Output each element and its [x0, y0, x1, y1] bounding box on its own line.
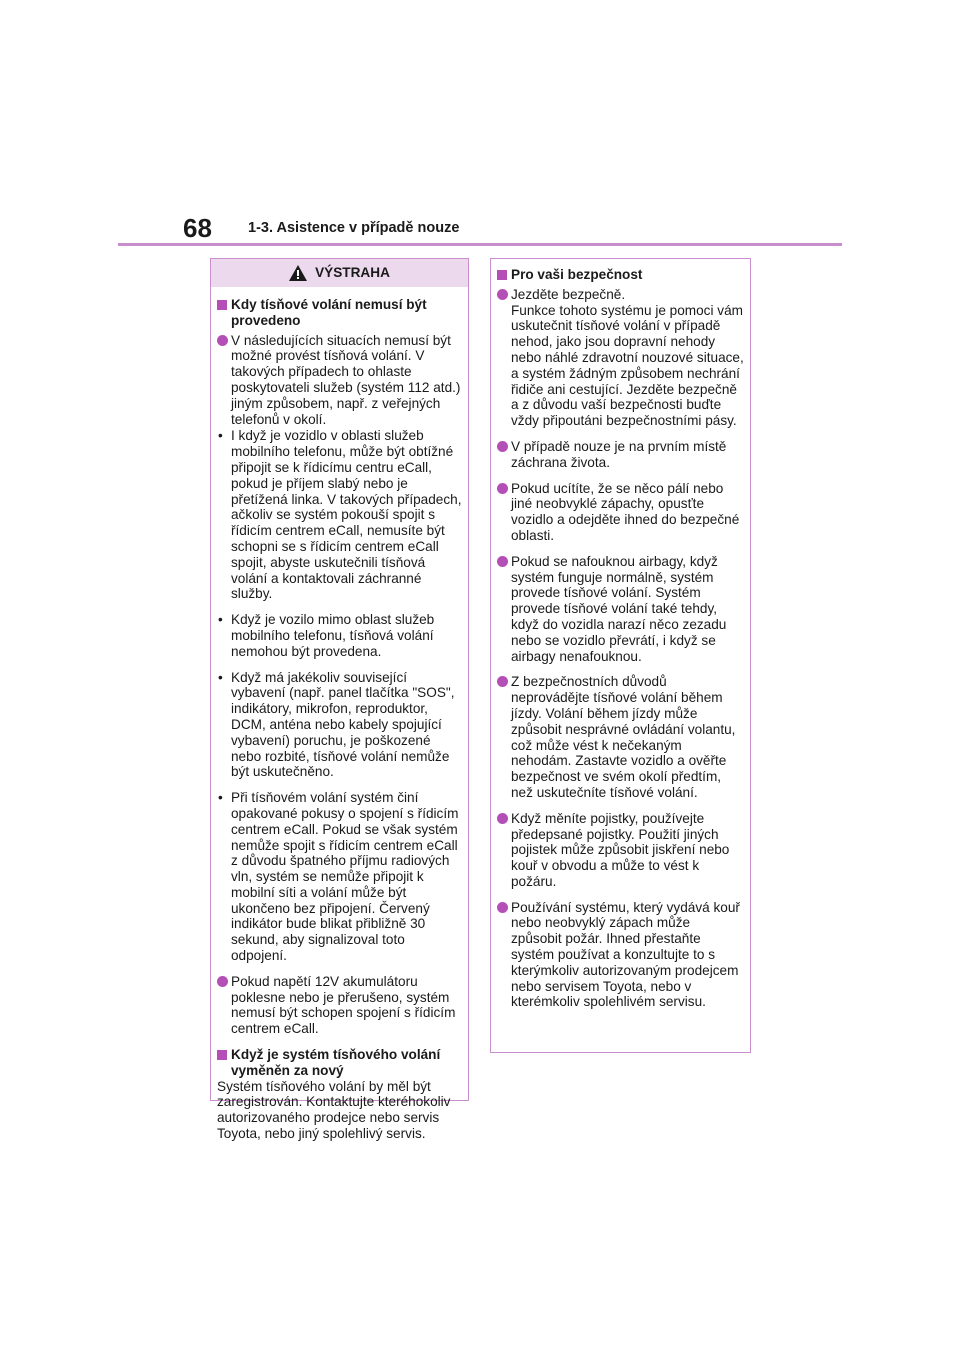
dot-bullet-icon	[497, 289, 508, 300]
dot-bullet-icon	[497, 483, 508, 494]
warning-paragraph: Systém tísňového volání by měl být zaregistrován. Kontaktujte kteréhokoliv autorizovaného prodejce nebo servis Toyota, nebo jiný spolehlivý servis.	[217, 1078, 451, 1142]
warning-header	[211, 259, 468, 287]
dot-bullet-icon	[497, 441, 508, 452]
safety-item: Pokud ucítíte, že se něco pálí nebo jiné neobvyklé zápachy, opusťte vozidlo a odejděte ihned do bezpečné oblasti.	[497, 481, 744, 544]
dot-bullet-icon	[217, 976, 228, 987]
dot-bullet-icon	[497, 902, 508, 913]
safety-item: V případě nouze je na prvním místě záchrana života.	[497, 439, 744, 471]
header-divider	[118, 243, 842, 246]
dot-bullet-icon	[497, 813, 508, 824]
square-bullet-icon	[497, 270, 507, 280]
warning-subitem: • Když má jakékoliv související vybavení (např. panel tlačítka "SOS", indikátory, mikrofon, reproduktor, DCM, anténa nebo kabely spojující vybavení) poruchu, je poškozené nebo rozbité, tísňové volání nemůže být uskutečněno.	[218, 669, 455, 780]
dot-bullet-icon	[497, 556, 508, 567]
safety-item: Jezděte bezpečně. Funkce tohoto systému je pomoci vám uskutečnit tísňové volání v případě nehod, jako jsou dopravní nehody nebo náhlé zdravotní nouzové situace, a systém žádným způsobem nechrání řidiče ani cestující. Jezděte bezpečně a z důvodu vaší bezpečnosti buďte vždy připoutáni bezpečnostními pásy.	[497, 287, 744, 429]
page-number: 68	[183, 213, 212, 243]
safety-heading: Pro vaši bezpečnost	[497, 267, 744, 283]
warning-box	[210, 258, 469, 1142]
warning-heading-1: Kdy tísňové volání nemusí být provedeno	[217, 297, 462, 329]
warning-triangle-icon	[289, 265, 307, 281]
safety-item: Pokud se nafouknou airbagy, když systém funguje normálně, systém provede tísňové volání. Systém provede tísňové volání také tehdy, když do vozidla narazí něco zezadu nebo se vozidlo převrátí, i když se airbagy nenafouknou.	[497, 554, 744, 665]
warning-item: V následujících situacích nemusí být možné provést tísňová volání. V takových případech to ohlaste poskytovateli služeb (systém 112 atd.) jiným způsobem, např. z veřejných telefonů v okolí.	[217, 333, 462, 428]
warning-heading-2: Když je systém tísňového volání vyměněn za nový	[217, 1047, 462, 1079]
warning-item: Pokud napětí 12V akumulátoru poklesne nebo je přerušeno, systém nemusí být schopen spojení s řídicím centrem eCall.	[217, 974, 462, 1037]
warning-subitem: • Když je vozilo mimo oblast služeb mobilního telefonu, tísňová volání nemohou být provedena.	[218, 612, 435, 659]
square-bullet-icon	[217, 300, 227, 310]
safety-box	[490, 258, 751, 1053]
square-bullet-icon	[217, 1050, 227, 1060]
warning-subitem: • I když je vozidlo v oblasti služeb mobilního telefonu, může být obtížné připojit se k řídicímu centru eCall, pokud je příjem slabý nebo je přetížená linka. V takových případech, ačkoliv se systém pokouší spojit s řídicím centrem eCall, nemusíte být schopni se s řídicím centrem eCall spojit, abyste uskutečnili tísňová volání a kontaktovali záchranné služby.	[218, 428, 462, 602]
warning-title: VÝSTRAHA	[315, 265, 390, 281]
dot-bullet-icon	[497, 676, 508, 687]
safety-item: Používání systému, který vydává kouř nebo neobvyklý zápach může způsobit požár. Ihned přestaňte systém používat a konzultujte to s kterýmkoliv autorizovaným prodejcem nebo servisem Toyota, nebo v kterémkoliv spolehlivém servisu.	[497, 900, 744, 1011]
safety-item: Z bezpečnostních důvodů neprovádějte tísňové volání během jízdy. Volání během jízdy může způsobit nesprávné ovládání volantu, což může vést k nečekaným nehodám. Zastavte vozidlo a ověřte bezpečnost ve svém okolí předtím, než uskutečníte tísňové volání.	[497, 674, 744, 800]
warning-subitem: • Při tísňovém volání systém činí opakované pokusy o spojení s řídicím centrem eCall. Pokud se však systém nemůže spojit s řídicím centrem eCall z důvodu špatného příjmu radiových vln, systém se nemůže připojit k mobilní síti a volání může být ukončeno bez připojení. Červený indikátor bude blikat přibližně 30 sekund, aby signalizoval toto odpojení.	[218, 790, 459, 964]
safety-item: Když měníte pojistky, používejte předepsané pojistky. Použití jiných pojistek může způsobit jiskření nebo kouř v obvodu a může to vést k požáru.	[497, 811, 744, 890]
section-title: 1-3. Asistence v případě nouze	[248, 220, 460, 236]
dot-bullet-icon	[217, 335, 228, 346]
